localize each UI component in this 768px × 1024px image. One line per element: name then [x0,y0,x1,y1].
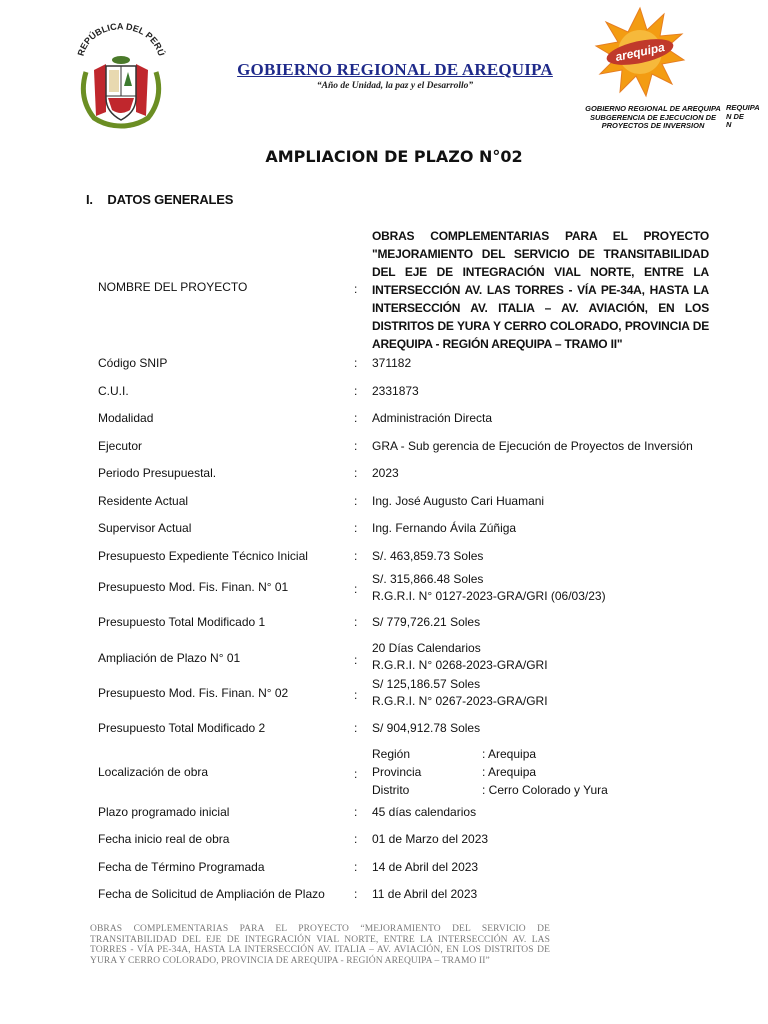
edge-text-1: REQUIPA [726,103,760,112]
row-value: Administración Directa [372,411,493,425]
row-label: Fecha de Término Programada [98,860,265,874]
row-value: S/. 463,859.73 Soles [372,549,484,563]
row-value: 371182 [372,356,412,370]
edge-text-3: N [726,120,732,129]
section-heading [86,192,233,207]
location-value: : Cerro Colorado y Yura [482,783,608,797]
row-colon: : [354,439,358,453]
row-label: Código SNIP [98,356,168,370]
row-label: Ampliación de Plazo N° 01 [98,651,241,665]
row-label: Fecha inicio real de obra [98,832,230,846]
org-motto: “Año de Unidad, la paz y el Desarrollo” [316,81,474,91]
row-label: Supervisor Actual [98,521,192,535]
row-colon: : [354,767,358,781]
row-value: 2023 [372,466,399,480]
row-colon: : [354,653,358,667]
row-label: Presupuesto Total Modificado 2 [98,721,266,735]
row-value-line-2: R.G.R.I. N° 0267-2023-GRA/GRI [372,694,548,708]
row-label: Presupuesto Expediente Técnico Inicial [98,549,308,563]
row-value-line-1: S/ 125,186.57 Soles [372,677,481,691]
org-title: GOBIERNO REGIONAL DE AREQUIPA [237,60,553,79]
row-label: Ejecutor [98,439,143,453]
row-label: Presupuesto Mod. Fis. Finan. N° 01 [98,580,289,594]
row-value: S/ 904,912.78 Soles [372,721,481,735]
row-value [372,640,708,674]
row-value: 14 de Abril del 2023 [372,860,479,874]
logo-caption-line-1: GOBIERNO REGIONAL DE AREQUIPA [585,104,721,113]
row-colon: : [354,411,358,425]
row-value: 01 de Marzo del 2023 [372,832,489,846]
row-colon: : [354,805,358,819]
row-value-line-2: R.G.R.I. N° 0268-2023-GRA/GRI [372,658,548,672]
section-label: DATOS GENERALES [107,192,234,207]
row-colon: : [354,832,358,846]
row-label: Modalidad [98,411,154,425]
project-name-label: NOMBRE DEL PROYECTO [98,280,248,294]
location-key: Región [372,747,411,761]
row-value: S/ 779,726.21 Soles [372,615,481,629]
row-value [372,571,708,605]
row-label: Fecha de Solicitud de Ampliación de Plazo [98,887,325,901]
row-colon: : [354,356,358,370]
row-colon: : [354,494,358,508]
row-value-line-2: R.G.R.I. N° 0127-2023-GRA/GRI (06/03/23) [372,589,606,603]
row-colon: : [354,860,358,874]
row-colon: : [354,384,358,398]
svg-text:REPÚBLICA DEL PERÚ [76,21,168,57]
row-label: Presupuesto Mod. Fis. Finan. N° 02 [98,686,289,700]
page-footer: OBRAS COMPLEMENTARIAS PARA EL PROYECTO “MEJORAMIENTO DEL SERVICIO DE TRANSITABILIDAD DEL EJE DE INTEGRACIÓN VIAL NORTE, ENTRE LA INTERSECCIÓN AV. LAS TORRES - VÍA PE-34A, HASTA LA INTERSECCIÓN AV. ITALIA – AV. AVIACIÓN, EN LOS DISTRITOS DE YURA Y CERRO COLORADO, PROVINCIA DE AREQUIPA - REGIÓN AREQUIPA – TRAMO II” [90,924,550,966]
row-colon: : [354,582,358,596]
row-colon: : [354,466,358,480]
row-value [372,676,708,710]
logo-caption-line-2: SUBGERENCIA DE EJECUCION DE [590,112,716,122]
row-label: Plazo programado inicial [98,805,230,819]
header-block [180,60,610,91]
row-value: 45 días calendarios [372,805,477,819]
logo-caption-line-3: PROYECTOS DE INVERSION [601,121,705,130]
logo-caption [578,105,728,131]
row-colon: : [354,615,358,629]
location-value: : Arequipa [482,747,537,761]
row-colon: : [354,688,358,702]
document-title: AMPLIACION DE PLAZO N°02 [265,147,523,166]
row-value: Ing. Fernando Ávila Zúñiga [372,521,517,535]
row-label: C.U.I. [98,384,129,398]
coat-text: REPÚBLICA DEL PERÚ [75,21,167,58]
logo-text: arequipa [614,39,666,65]
project-name-colon: : [354,282,358,296]
row-label: Periodo Presupuestal. [98,466,217,480]
row-value: 2331873 [372,384,419,398]
row-value: Ing. José Augusto Cari Huamani [372,494,545,508]
row-colon: : [354,549,358,563]
row-value: 11 de Abril del 2023 [372,887,478,901]
row-value: GRA - Sub gerencia de Ejecución de Proyectos de Inversión [372,439,693,453]
edge-cropped-text [726,104,760,130]
row-label: Residente Actual [98,494,189,508]
section-number: I. [86,192,93,207]
location-value: : Arequipa [482,765,537,779]
row-value-line-1: 20 Días Calendarios [372,641,481,655]
row-colon: : [354,521,358,535]
row-colon: : [354,887,358,901]
location-key: Distrito [372,783,410,797]
row-colon: : [354,721,358,735]
arequipa-sun-logo [592,6,688,98]
row-label: Presupuesto Total Modificado 1 [98,615,266,629]
row-value-line-1: S/. 315,866.48 Soles [372,572,484,586]
row-label: Localización de obra [98,765,209,779]
edge-text-2: N DE [726,111,744,121]
location-key: Provincia [372,765,422,779]
coat-of-arms-icon [72,20,170,130]
project-name-value: OBRAS COMPLEMENTARIAS PARA EL PROYECTO "MEJORAMIENTO DEL SERVICIO DE TRANSITABILIDAD DEL EJE DE INTEGRACIÓN VIAL NORTE, ENTRE LA INTERSECCIÓN AV. LAS TORRES - VÍA PE-34A, HASTA LA INTERSECCIÓN AV. ITALIA – AV. AVIACIÓN, EN LOS DISTRITOS DE YURA Y CERRO COLORADO, PROVINCIA DE AREQUIPA - REGIÓN AREQUIPA – TRAMO II" [372,229,709,351]
